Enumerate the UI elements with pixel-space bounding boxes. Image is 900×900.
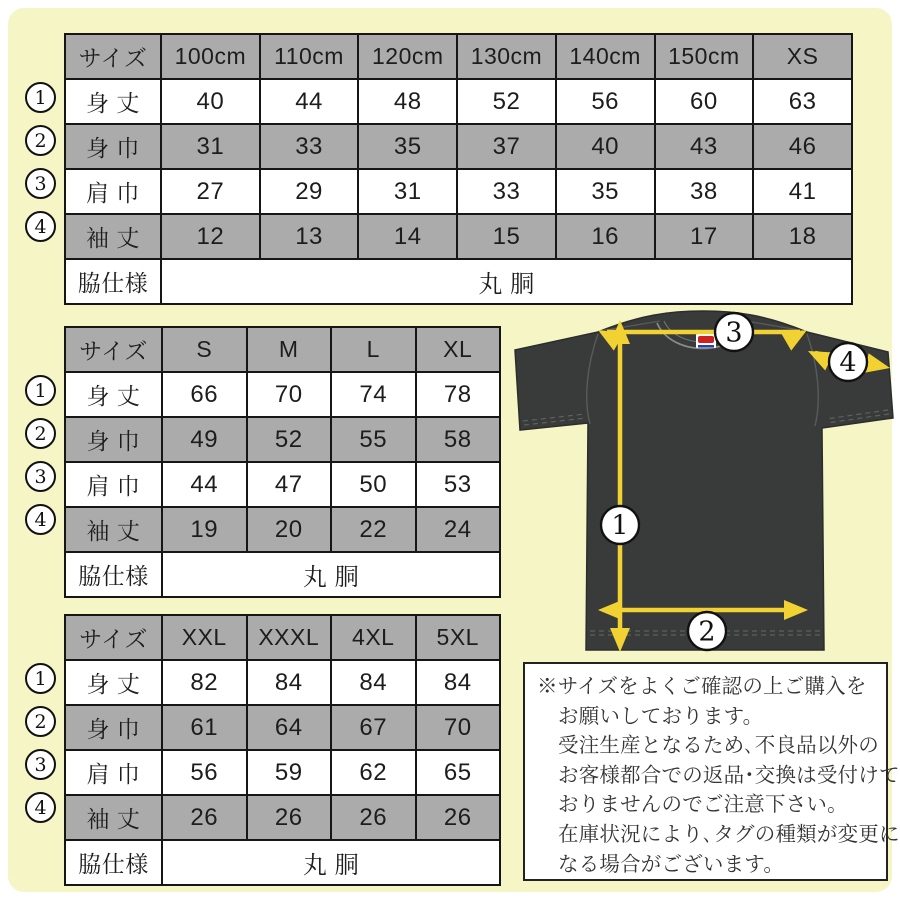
measurement-value: 20 bbox=[247, 507, 332, 552]
measurement-label: 身 丈 bbox=[65, 79, 161, 124]
measurement-label: 袖 丈 bbox=[65, 507, 162, 552]
measurement-value: 82 bbox=[162, 660, 247, 705]
size-header-cell: XL bbox=[416, 327, 501, 372]
measurement-value: 26 bbox=[162, 795, 247, 840]
measurement-value: 60 bbox=[655, 79, 754, 124]
row-number-badge-3: 3 bbox=[25, 749, 56, 780]
notice-line: おりませんのでご注意下さい。 bbox=[558, 793, 848, 817]
size-header-cell: XS bbox=[753, 34, 852, 79]
measurement-label: 袖 丈 bbox=[65, 214, 161, 259]
size-header-cell: XXXL bbox=[247, 615, 332, 660]
measurement-value: 33 bbox=[260, 124, 359, 169]
size-header-cell: XXL bbox=[162, 615, 247, 660]
size-header-cell: 120cm bbox=[358, 34, 457, 79]
measurement-value: 56 bbox=[556, 79, 655, 124]
measurement-value: 50 bbox=[331, 462, 416, 507]
measurement-value: 84 bbox=[247, 660, 332, 705]
measure-badge-2 bbox=[688, 612, 726, 650]
row-number-badge-4: 4 bbox=[25, 792, 56, 823]
measurement-value: 48 bbox=[358, 79, 457, 124]
measurement-value: 15 bbox=[457, 214, 556, 259]
measurement-row bbox=[65, 214, 852, 259]
measurement-value: 18 bbox=[753, 214, 852, 259]
measurement-value: 14 bbox=[358, 214, 457, 259]
measurement-value: 56 bbox=[162, 750, 247, 795]
measurement-value: 37 bbox=[457, 124, 556, 169]
measurement-value: 19 bbox=[162, 507, 247, 552]
measurement-value: 74 bbox=[331, 372, 416, 417]
measurement-value: 67 bbox=[331, 705, 416, 750]
measurement-value: 59 bbox=[247, 750, 332, 795]
size-header-cell: 140cm bbox=[556, 34, 655, 79]
measurement-value: 31 bbox=[358, 169, 457, 214]
measurement-label: 身 巾 bbox=[65, 417, 162, 462]
notice-line: お客様都合での返品･交換は受付けて bbox=[558, 763, 900, 787]
measure-badge-4 bbox=[829, 343, 867, 381]
measurement-value: 12 bbox=[161, 214, 260, 259]
size-header-cell: 130cm bbox=[457, 34, 556, 79]
measurement-value: 65 bbox=[416, 750, 501, 795]
row-number-badge-1: 1 bbox=[25, 82, 56, 113]
size-header-cell: 100cm bbox=[161, 34, 260, 79]
row-number-badge-3: 3 bbox=[25, 168, 56, 199]
size-table-big bbox=[64, 614, 501, 886]
measurement-row bbox=[65, 705, 500, 750]
measurement-value: 38 bbox=[655, 169, 754, 214]
measurement-value: 35 bbox=[358, 124, 457, 169]
measurement-value: 52 bbox=[247, 417, 332, 462]
measurement-value: 26 bbox=[416, 795, 501, 840]
measurement-value: 29 bbox=[260, 169, 359, 214]
measurement-value: 27 bbox=[161, 169, 260, 214]
measurement-value: 22 bbox=[331, 507, 416, 552]
measurement-value: 52 bbox=[457, 79, 556, 124]
measurement-label: 肩 巾 bbox=[65, 169, 161, 214]
measurement-value: 41 bbox=[753, 169, 852, 214]
measurement-label: 袖 丈 bbox=[65, 795, 162, 840]
measurement-value: 64 bbox=[247, 705, 332, 750]
measurement-value: 17 bbox=[655, 214, 754, 259]
tshirt-measurement-diagram bbox=[510, 306, 898, 660]
row-number-badge-2: 2 bbox=[25, 125, 56, 156]
measurement-row bbox=[65, 462, 500, 507]
measurement-row bbox=[65, 79, 852, 124]
purchase-notice-box bbox=[523, 662, 900, 881]
measurement-value: 70 bbox=[247, 372, 332, 417]
measurement-value: 58 bbox=[416, 417, 501, 462]
size-table-adult bbox=[64, 326, 501, 598]
size-table-kids bbox=[64, 33, 853, 305]
notice-line: 受注生産となるため､不良品以外の bbox=[558, 734, 879, 758]
measurement-value: 78 bbox=[416, 372, 501, 417]
row-number-badge-4: 4 bbox=[25, 211, 56, 242]
measurement-value: 26 bbox=[331, 795, 416, 840]
side-spec-row bbox=[65, 552, 500, 597]
side-spec-value: 丸 胴 bbox=[161, 259, 852, 304]
row-number-badge-4: 4 bbox=[25, 504, 56, 535]
measurement-row bbox=[65, 169, 852, 214]
measurement-value: 43 bbox=[655, 124, 754, 169]
measurement-value: 84 bbox=[416, 660, 501, 705]
side-spec-value: 丸 胴 bbox=[162, 840, 500, 885]
side-spec-label: 脇仕様 bbox=[65, 259, 161, 304]
measurement-row bbox=[65, 795, 500, 840]
measurement-label: 身 丈 bbox=[65, 372, 162, 417]
measurement-value: 24 bbox=[416, 507, 501, 552]
size-header-cell: S bbox=[162, 327, 247, 372]
size-header-cell: 5XL bbox=[416, 615, 501, 660]
measurement-row bbox=[65, 372, 500, 417]
size-header-cell: 150cm bbox=[655, 34, 754, 79]
size-header-label: サイズ bbox=[65, 327, 162, 372]
side-spec-label: 脇仕様 bbox=[65, 840, 162, 885]
side-spec-label: 脇仕様 bbox=[65, 552, 162, 597]
brand-tag bbox=[696, 334, 716, 348]
measure-badge-1 bbox=[601, 506, 639, 544]
measurement-value: 46 bbox=[753, 124, 852, 169]
row-number-badge-1: 1 bbox=[25, 375, 56, 406]
measurement-value: 62 bbox=[331, 750, 416, 795]
side-spec-row bbox=[65, 259, 852, 304]
notice-line: 在庫状況により､タグの種類が変更に bbox=[558, 822, 900, 846]
measure-badge-3 bbox=[715, 313, 753, 351]
size-header-cell: 110cm bbox=[260, 34, 359, 79]
measurement-label: 肩 巾 bbox=[65, 462, 162, 507]
measurement-value: 13 bbox=[260, 214, 359, 259]
notice-line: お願いしております。 bbox=[558, 704, 764, 728]
measurement-value: 47 bbox=[247, 462, 332, 507]
row-number-badge-2: 2 bbox=[25, 418, 56, 449]
measurement-row bbox=[65, 417, 500, 462]
measurement-label: 身 丈 bbox=[65, 660, 162, 705]
measurement-value: 44 bbox=[162, 462, 247, 507]
notice-line: ※サイズをよくご確認の上ご購入を bbox=[537, 675, 867, 698]
measurement-value: 33 bbox=[457, 169, 556, 214]
measurement-label: 身 巾 bbox=[65, 124, 161, 169]
svg-text:2: 2 bbox=[698, 616, 716, 648]
measurement-value: 66 bbox=[162, 372, 247, 417]
side-spec-value: 丸 胴 bbox=[162, 552, 500, 597]
svg-text:1: 1 bbox=[611, 510, 629, 542]
measurement-value: 70 bbox=[416, 705, 501, 750]
size-header-cell: L bbox=[331, 327, 416, 372]
measurement-row bbox=[65, 750, 500, 795]
measurement-value: 26 bbox=[247, 795, 332, 840]
measurement-row bbox=[65, 660, 500, 705]
size-header-cell: 4XL bbox=[331, 615, 416, 660]
measurement-value: 63 bbox=[753, 79, 852, 124]
measurement-value: 44 bbox=[260, 79, 359, 124]
side-spec-row bbox=[65, 840, 500, 885]
size-header-cell: M bbox=[247, 327, 332, 372]
svg-text:4: 4 bbox=[839, 347, 857, 379]
measurement-value: 40 bbox=[161, 79, 260, 124]
measurement-value: 61 bbox=[162, 705, 247, 750]
row-number-badge-3: 3 bbox=[25, 461, 56, 492]
measurement-label: 身 巾 bbox=[65, 705, 162, 750]
measurement-value: 40 bbox=[556, 124, 655, 169]
size-header-label: サイズ bbox=[65, 615, 162, 660]
measurement-row bbox=[65, 507, 500, 552]
notice-line: なる場合がございます。 bbox=[558, 852, 785, 876]
row-number-badge-2: 2 bbox=[25, 706, 56, 737]
measurement-value: 55 bbox=[331, 417, 416, 462]
svg-text:3: 3 bbox=[725, 317, 743, 349]
measurement-label: 肩 巾 bbox=[65, 750, 162, 795]
measurement-value: 53 bbox=[416, 462, 501, 507]
measurement-value: 16 bbox=[556, 214, 655, 259]
measurement-row bbox=[65, 124, 852, 169]
measurement-value: 35 bbox=[556, 169, 655, 214]
measurement-value: 31 bbox=[161, 124, 260, 169]
measurement-value: 84 bbox=[331, 660, 416, 705]
measurement-value: 49 bbox=[162, 417, 247, 462]
row-number-badge-1: 1 bbox=[25, 663, 56, 694]
size-header-label: サイズ bbox=[65, 34, 161, 79]
